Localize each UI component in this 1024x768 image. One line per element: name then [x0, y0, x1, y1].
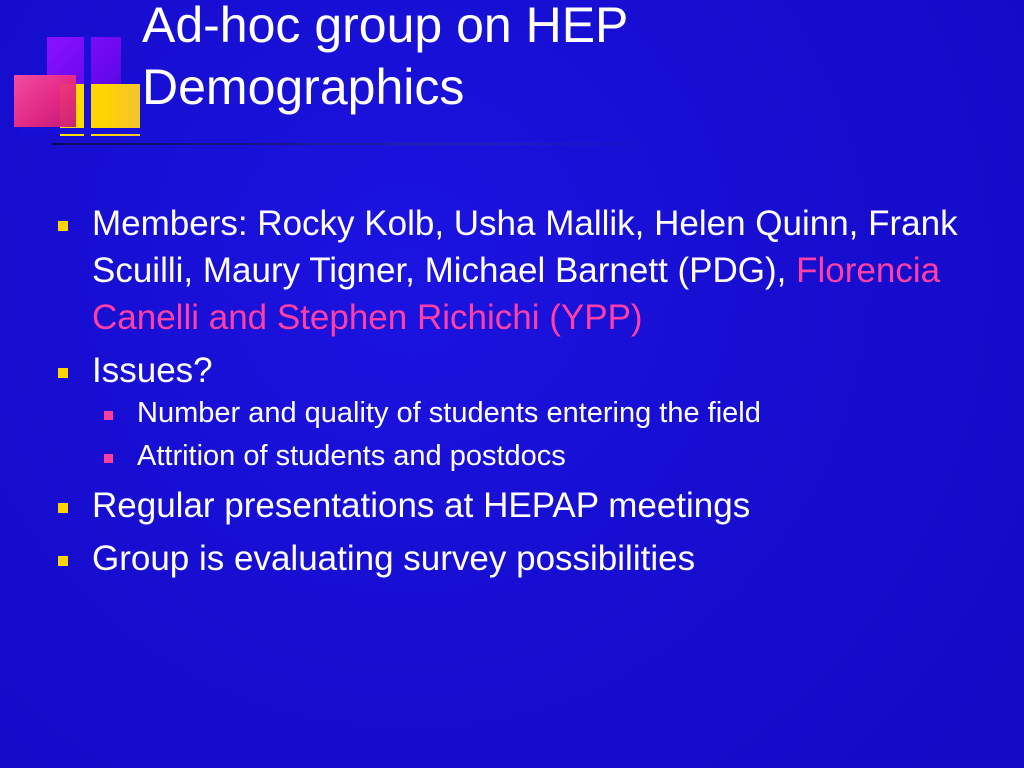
presentations-text: Regular presentations at HEPAP meetings	[92, 486, 751, 525]
members-text: Members: Rocky Kolb, Usha Mallik, Helen Quinn, Frank Scuilli, Maury Tigner, Michael Barnett (PDG),	[92, 204, 958, 290]
square-bullet-icon	[58, 556, 68, 566]
sub-bullet-item	[92, 394, 992, 433]
square-bullet-icon	[58, 368, 68, 378]
square-bullet-icon	[58, 221, 68, 231]
horizontal-divider-line	[20, 128, 148, 134]
survey-text: Group is evaluating survey possibilities	[92, 539, 696, 578]
title-line-1: Ad-hoc group on HEP	[142, 0, 629, 53]
title-underline	[52, 143, 672, 145]
slide-title	[142, 0, 1002, 118]
issues-sub-list	[92, 394, 992, 476]
square-bullet-icon	[58, 503, 68, 513]
bullet-list	[52, 200, 992, 582]
slide-body	[52, 200, 992, 588]
sub-bullet-text: Attrition of students and postdocs	[137, 440, 566, 472]
bullet-item-presentations	[52, 482, 992, 529]
square-sub-bullet-icon	[104, 454, 113, 463]
bullet-item-survey	[52, 535, 992, 582]
issues-text: Issues?	[92, 351, 213, 390]
pink-square-shape	[14, 75, 76, 127]
bullet-item-members	[52, 200, 992, 341]
sub-bullet-item	[92, 437, 992, 476]
vertical-divider-line	[84, 34, 91, 138]
square-sub-bullet-icon	[104, 411, 113, 420]
bullet-item-issues	[52, 347, 992, 476]
title-line-2: Demographics	[142, 59, 465, 115]
decorative-squares-logo	[0, 0, 160, 150]
sub-bullet-text: Number and quality of students entering the field	[137, 397, 761, 429]
members-highlight-text: Florencia Canelli and Stephen Richichi (YPP)	[92, 251, 941, 337]
